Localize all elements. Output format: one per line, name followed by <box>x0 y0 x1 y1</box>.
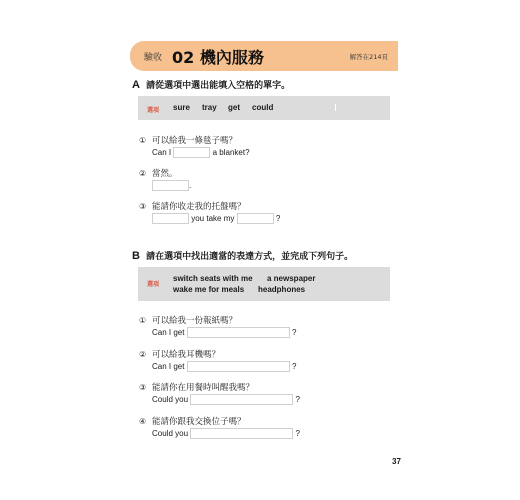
question-b1-chinese <box>139 314 237 326</box>
question-number: ① <box>139 136 147 145</box>
english-text: Could you <box>152 429 189 438</box>
header-label: 驗收 <box>144 52 163 63</box>
english-text: Can I <box>152 148 172 157</box>
question-text: 可以給我耳機嗎？ <box>152 350 221 360</box>
question-b3-chinese <box>139 381 254 393</box>
answer-blank[interactable] <box>152 213 189 224</box>
options-label: 選項 <box>147 107 160 114</box>
question-b4-chinese <box>139 415 246 427</box>
english-text: a blanket? <box>212 148 250 157</box>
section-a-instruction: 請從選項中選出能填入空格的單字。 <box>146 81 291 91</box>
question-text: 可以給我一條毯子嗎？ <box>152 136 238 146</box>
question-number: ① <box>139 316 147 325</box>
section-a-title <box>132 78 290 91</box>
question-text: 能請你在用餐時叫醒我嗎？ <box>152 383 255 393</box>
question-a3-english <box>152 213 280 224</box>
english-text: ? <box>295 395 300 404</box>
option-phrase: wake me for meals <box>173 285 245 294</box>
question-b1-english <box>152 327 296 338</box>
section-a-letter: A <box>132 79 140 91</box>
question-number: ④ <box>139 417 147 426</box>
answer-blank[interactable] <box>190 428 293 439</box>
option-word: tray <box>202 103 217 112</box>
option-divider <box>335 104 336 111</box>
english-text: ? <box>295 429 300 438</box>
answer-note: 解答在214頁 <box>349 52 388 61</box>
question-a2-english <box>152 180 191 191</box>
question-text: 可以給我一份報紙嗎？ <box>152 316 238 326</box>
english-text: Could you <box>152 395 189 404</box>
question-b2-english <box>152 361 296 372</box>
question-number: ② <box>139 350 147 359</box>
section-b-options-box <box>138 267 390 301</box>
english-text: ? <box>291 328 297 337</box>
option-phrase: switch seats with me <box>173 274 253 283</box>
section-b-letter: B <box>132 250 140 262</box>
answer-blank[interactable] <box>173 147 210 158</box>
question-b3-english <box>152 394 300 405</box>
answer-blank[interactable] <box>237 213 274 224</box>
page-title: 02 機內服務 <box>172 47 264 67</box>
option-word: could <box>252 103 274 112</box>
answer-blank[interactable] <box>152 180 192 191</box>
section-a-options-box <box>138 96 390 120</box>
question-a1-english <box>152 147 250 158</box>
question-number: ② <box>139 169 147 178</box>
question-text: 能請你收走我的托盤嗎？ <box>152 202 246 212</box>
answer-blank[interactable] <box>190 394 293 405</box>
section-b-instruction: 請在選項中找出適當的表達方式，並完成下列句子。 <box>146 252 354 262</box>
question-a3-chinese <box>139 200 246 212</box>
english-text: ? <box>291 362 297 371</box>
exercise-header <box>130 41 398 71</box>
question-number: ③ <box>139 383 147 392</box>
english-text: ? <box>275 214 281 223</box>
option-word: get <box>228 103 240 112</box>
answer-blank[interactable] <box>187 327 290 338</box>
option-word: sure <box>173 103 190 112</box>
question-text: 當然。 <box>152 169 178 179</box>
english-text: Can I get <box>152 362 185 371</box>
question-b2-chinese <box>139 348 220 360</box>
question-a2-chinese <box>139 167 178 179</box>
options-label: 選項 <box>147 281 160 288</box>
question-text: 能請你跟我交換位子嗎？ <box>152 417 246 427</box>
section-b-title <box>132 249 353 262</box>
page-number: 37 <box>392 457 401 466</box>
english-text: Can I get <box>152 328 185 337</box>
answer-blank[interactable] <box>187 361 290 372</box>
question-b4-english <box>152 428 300 439</box>
question-number: ③ <box>139 202 147 211</box>
option-phrase: headphones <box>258 285 306 294</box>
english-text: you take my <box>191 214 235 223</box>
question-a1-chinese <box>139 134 237 146</box>
english-text: . <box>189 181 192 190</box>
option-phrase: a newspaper <box>267 274 316 283</box>
